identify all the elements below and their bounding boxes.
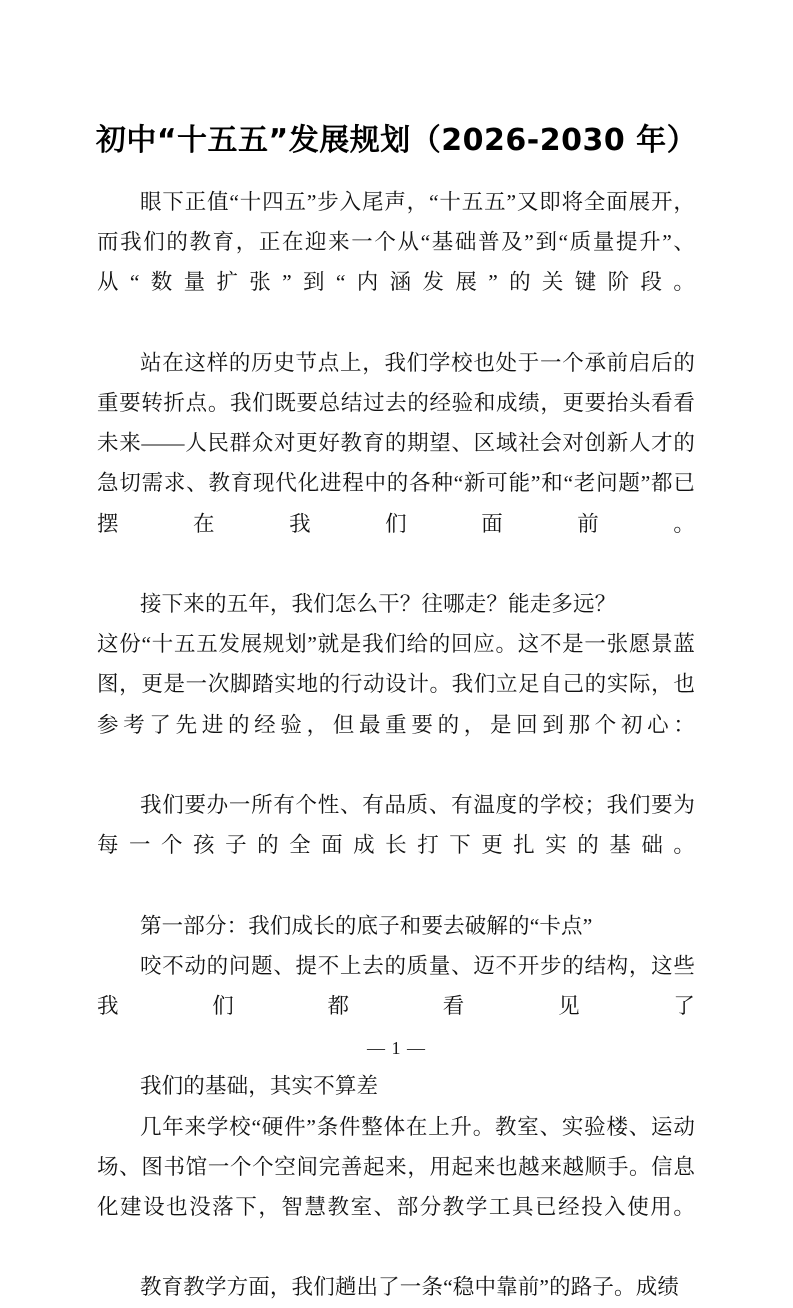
- paragraph-7: 咬不动的问题、提不上去的质量、迈不开步的结构，这些我们都看见了: [97, 953, 695, 1019]
- section-heading-part-one: 第一部分：我们成长的底子和要去破解的“卡点”: [140, 913, 593, 938]
- paragraph-4: 这份“十五五发展规划”就是我们给的回应。这不是一张愿景蓝图，更是一次脚踏实地的行动设计。我们立足自己的实际，也参考了先进的经验，但最重要的，是回到那个初心：: [97, 632, 695, 737]
- paragraph-9: 几年来学校“硬件”条件整体在上升。教室、实验楼、运动场、图书馆一个个空间完善起来，用起来也越来越顺手。信息化建设也没落下，智慧教室、部分教学工具已经投入使用。: [97, 1114, 695, 1220]
- page-title: 初中“十五五”发展规划（2026-2030 年）: [95, 123, 698, 159]
- paragraph-5: 我们要办一所有个性、有品质、有温度的学校；我们要为每一个孩子的全面成长打下更扎实的基础。: [97, 793, 695, 858]
- paragraph-10: 教育教学方面，我们趟出了一条“稳中靠前”的路子。成绩: [140, 1275, 679, 1300]
- document-body: [97, 182, 695, 1308]
- paragraph-8: 我们的基础，其实不算差: [140, 1074, 379, 1099]
- paragraph-1: 眼下正值“十四五”步入尾声，“十五五”又即将全面展开，而我们的教育，正在迎来一个从“基础普及”到“质量提升”、从“数量扩张”到“内涵发展”的关键阶段。: [97, 190, 695, 295]
- paragraph-2: 站在这样的历史节点上，我们学校也处于一个承前启后的重要转折点。我们既要总结过去的经验和成绩，更要抬头看看未来——人民群众对更好教育的期望、区域社会对创新人才的急切需求、教育现代化进程中的各种“新可能”和“老问题”都已摆在我们面前。: [97, 350, 695, 536]
- page-number: — 1 —: [367, 1038, 426, 1058]
- paragraph-3: 接下来的五年，我们怎么干？往哪走？能走多远？: [140, 592, 617, 617]
